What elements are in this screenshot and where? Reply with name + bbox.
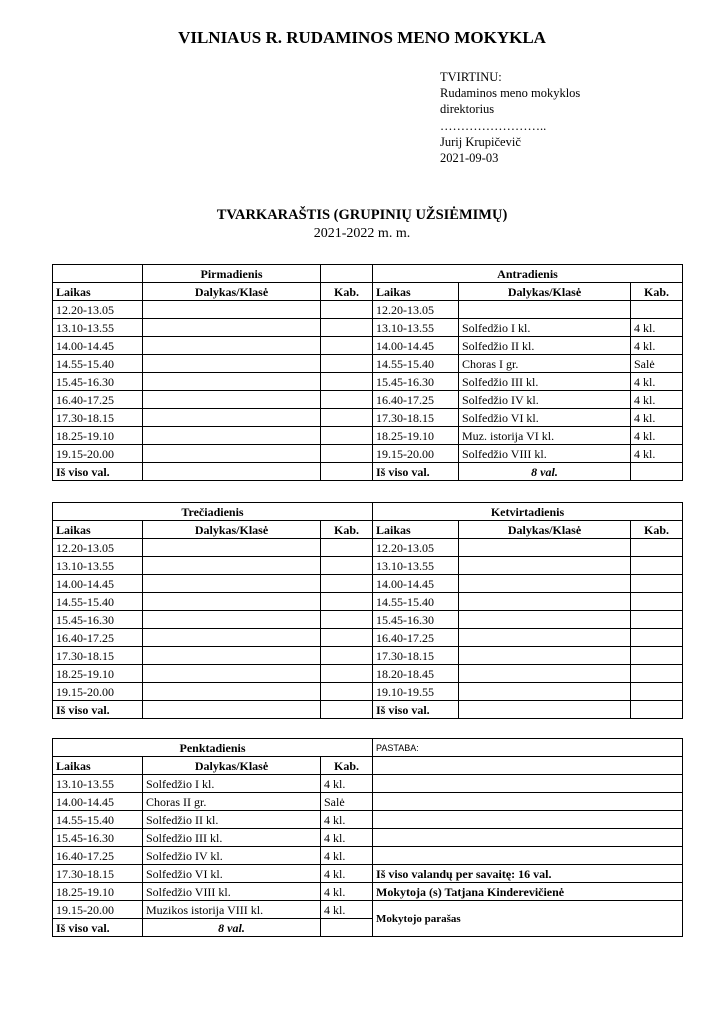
room-cell xyxy=(321,665,373,683)
time-cell: 18.25-19.10 xyxy=(53,665,143,683)
room-cell: 4 kl. xyxy=(321,883,373,901)
day-header-row xyxy=(53,503,683,521)
subject-cell: Solfedžio VIII kl. xyxy=(143,883,321,901)
room-cell xyxy=(631,683,683,701)
subject-cell xyxy=(143,683,321,701)
signature-label: Mokytojo parašas xyxy=(373,901,683,937)
blank-cell xyxy=(631,463,683,481)
table-row xyxy=(53,445,683,463)
room-cell xyxy=(631,593,683,611)
col-header-time: Laikas xyxy=(53,283,143,301)
school-name: VILNIAUS R. RUDAMINOS MENO MOKYKLA xyxy=(178,28,546,47)
time-cell: 13.10-13.55 xyxy=(373,319,459,337)
room-cell xyxy=(321,373,373,391)
subject-cell: Solfedžio II kl. xyxy=(459,337,631,355)
subject-cell xyxy=(459,665,631,683)
subject-cell xyxy=(143,337,321,355)
room-cell xyxy=(631,301,683,319)
approval-line: direktorius xyxy=(440,102,495,117)
room-cell: 4 kl. xyxy=(631,373,683,391)
subject-cell: Solfedžio II kl. xyxy=(143,811,321,829)
total-label: Iš viso val. xyxy=(373,463,459,481)
column-header-row xyxy=(53,283,683,301)
table-row xyxy=(53,373,683,391)
table-row xyxy=(53,575,683,593)
blank-cell xyxy=(53,265,143,283)
time-cell: 17.30-18.15 xyxy=(53,409,143,427)
approval-line: 2021-09-03 xyxy=(440,151,499,166)
col-header-subject: Dalykas/Klasė xyxy=(459,283,631,301)
room-cell xyxy=(321,355,373,373)
time-cell: 13.10-13.55 xyxy=(53,319,143,337)
table-row xyxy=(53,647,683,665)
subject-cell xyxy=(459,557,631,575)
time-cell: 12.20-13.05 xyxy=(373,301,459,319)
table-row xyxy=(53,811,683,829)
week-total: Iš viso valandų per savaitę: 16 val. xyxy=(373,865,683,883)
subject-cell xyxy=(459,539,631,557)
table-row xyxy=(53,319,683,337)
subject-cell xyxy=(459,301,631,319)
room-cell xyxy=(321,337,373,355)
table-row xyxy=(53,593,683,611)
time-cell: 13.10-13.55 xyxy=(53,557,143,575)
total-value xyxy=(143,701,321,719)
col-header-subject: Dalykas/Klasė xyxy=(459,521,631,539)
notes-cell xyxy=(373,829,683,847)
teacher-name: Mokytoja (s) Tatjana Kinderevičienė xyxy=(373,883,683,901)
table-row xyxy=(53,629,683,647)
subject-cell xyxy=(459,611,631,629)
time-cell: 13.10-13.55 xyxy=(373,557,459,575)
room-cell: 4 kl. xyxy=(321,847,373,865)
total-label: Iš viso val. xyxy=(53,463,143,481)
approval-block xyxy=(440,69,580,166)
time-cell: 15.45-16.30 xyxy=(373,611,459,629)
subject-cell xyxy=(143,373,321,391)
subject-cell: Muz. istorija VI kl. xyxy=(459,427,631,445)
room-cell xyxy=(321,593,373,611)
approval-line: …………………….. xyxy=(440,118,547,133)
subject-cell: Muzikos istorija VIII kl. xyxy=(143,901,321,919)
subject-cell: Solfedžio VIII kl. xyxy=(459,445,631,463)
col-header-room: Kab. xyxy=(321,283,373,301)
time-cell: 19.15-20.00 xyxy=(53,901,143,919)
schedule-table-mon-tue xyxy=(52,264,683,481)
room-cell xyxy=(631,575,683,593)
schedule-table-fri-notes xyxy=(52,738,683,937)
time-cell: 18.25-19.10 xyxy=(53,427,143,445)
col-header-subject: Dalykas/Klasė xyxy=(143,283,321,301)
time-cell: 14.00-14.45 xyxy=(373,337,459,355)
time-cell: 14.55-15.40 xyxy=(373,593,459,611)
table-row xyxy=(53,847,683,865)
room-cell xyxy=(631,557,683,575)
table-row xyxy=(53,865,683,883)
total-label: Iš viso val. xyxy=(373,701,459,719)
time-cell: 12.20-13.05 xyxy=(53,539,143,557)
blank-cell xyxy=(321,265,373,283)
subject-cell xyxy=(143,391,321,409)
notes-cell xyxy=(373,793,683,811)
subject-cell: Solfedžio I kl. xyxy=(143,775,321,793)
room-cell: 4 kl. xyxy=(321,775,373,793)
col-header-time: Laikas xyxy=(53,521,143,539)
time-cell: 15.45-16.30 xyxy=(53,829,143,847)
room-cell xyxy=(321,539,373,557)
subject-cell: Choras I gr. xyxy=(459,355,631,373)
room-cell xyxy=(321,629,373,647)
time-cell: 19.15-20.00 xyxy=(373,445,459,463)
day-header-row xyxy=(53,265,683,283)
blank-cell xyxy=(321,701,373,719)
subject-cell: Solfedžio III kl. xyxy=(459,373,631,391)
total-value xyxy=(143,463,321,481)
blank-cell xyxy=(321,919,373,937)
room-cell: 4 kl. xyxy=(321,865,373,883)
room-cell: 4 kl. xyxy=(631,427,683,445)
time-cell: 16.40-17.25 xyxy=(373,391,459,409)
room-cell: 4 kl. xyxy=(321,829,373,847)
subject-cell: Solfedžio I kl. xyxy=(459,319,631,337)
time-cell: 14.55-15.40 xyxy=(53,593,143,611)
time-cell: 12.20-13.05 xyxy=(53,301,143,319)
total-row xyxy=(53,463,683,481)
time-cell: 16.40-17.25 xyxy=(53,391,143,409)
approval-line: Rudaminos meno mokyklos xyxy=(440,86,581,101)
time-cell: 18.20-18.45 xyxy=(373,665,459,683)
time-cell: 14.55-15.40 xyxy=(53,355,143,373)
room-cell: 4 kl. xyxy=(631,337,683,355)
col-header-room: Kab. xyxy=(321,521,373,539)
subject-cell xyxy=(143,539,321,557)
time-cell: 18.25-19.10 xyxy=(373,427,459,445)
room-cell xyxy=(321,301,373,319)
table-row xyxy=(53,427,683,445)
col-header-time: Laikas xyxy=(373,521,459,539)
subject-cell xyxy=(143,575,321,593)
time-cell: 14.55-15.40 xyxy=(373,355,459,373)
subject-cell xyxy=(143,665,321,683)
total-row xyxy=(53,701,683,719)
subject-cell xyxy=(143,593,321,611)
subject-cell: Solfedžio III kl. xyxy=(143,829,321,847)
table-row xyxy=(53,391,683,409)
room-cell xyxy=(321,647,373,665)
notes-cell xyxy=(373,811,683,829)
approval-line: Jurij Krupičevič xyxy=(440,134,521,149)
table-row xyxy=(53,883,683,901)
room-cell xyxy=(321,575,373,593)
room-cell xyxy=(321,391,373,409)
subject-cell xyxy=(143,319,321,337)
table-row xyxy=(53,355,683,373)
col-header-subject: Dalykas/Klasė xyxy=(143,757,321,775)
subject-cell xyxy=(459,683,631,701)
room-cell xyxy=(631,647,683,665)
column-header-row xyxy=(53,757,683,775)
subject-cell xyxy=(143,629,321,647)
col-header-time: Laikas xyxy=(53,757,143,775)
total-value: 8 val. xyxy=(459,463,631,481)
subject-cell xyxy=(143,409,321,427)
schedule-title: TVARKARAŠTIS (GRUPINIŲ UŽSIĖMIMŲ) xyxy=(216,207,508,223)
table-row xyxy=(53,409,683,427)
subject-cell: Solfedžio VI kl. xyxy=(143,865,321,883)
subject-cell xyxy=(143,647,321,665)
time-cell: 15.45-16.30 xyxy=(53,611,143,629)
subject-cell xyxy=(459,593,631,611)
room-cell xyxy=(321,611,373,629)
time-cell: 14.00-14.45 xyxy=(53,337,143,355)
room-cell: 4 kl. xyxy=(631,319,683,337)
blank-cell xyxy=(321,463,373,481)
room-cell: 4 kl. xyxy=(631,409,683,427)
time-cell: 19.10-19.55 xyxy=(373,683,459,701)
day-name: Trečiadienis xyxy=(53,503,373,521)
day-name: Pirmadienis xyxy=(143,265,321,283)
table-row xyxy=(53,665,683,683)
time-cell: 14.00-14.45 xyxy=(53,575,143,593)
table-row xyxy=(53,337,683,355)
schedule-table-wed-thu xyxy=(52,502,683,719)
room-cell xyxy=(321,409,373,427)
subject-cell xyxy=(143,557,321,575)
table-row xyxy=(53,557,683,575)
subject-cell xyxy=(143,611,321,629)
table-row xyxy=(53,901,683,919)
room-cell: Salė xyxy=(321,793,373,811)
time-cell: 17.30-18.15 xyxy=(373,409,459,427)
room-cell xyxy=(321,319,373,337)
subject-cell xyxy=(143,445,321,463)
school-year: 2021-2022 m. m. xyxy=(313,226,411,241)
time-cell: 14.00-14.45 xyxy=(373,575,459,593)
day-header-row xyxy=(53,739,683,757)
subject-cell xyxy=(459,575,631,593)
room-cell xyxy=(631,539,683,557)
time-cell: 12.20-13.05 xyxy=(373,539,459,557)
time-cell: 17.30-18.15 xyxy=(53,647,143,665)
room-cell xyxy=(321,557,373,575)
time-cell: 16.40-17.25 xyxy=(53,847,143,865)
room-cell xyxy=(321,683,373,701)
subject-cell xyxy=(459,647,631,665)
room-cell xyxy=(631,629,683,647)
table-row xyxy=(53,775,683,793)
subject-cell xyxy=(143,427,321,445)
room-cell xyxy=(321,445,373,463)
col-header-room: Kab. xyxy=(321,757,373,775)
room-cell xyxy=(631,665,683,683)
time-cell: 19.15-20.00 xyxy=(53,683,143,701)
room-cell: 4 kl. xyxy=(321,901,373,919)
time-cell: 19.15-20.00 xyxy=(53,445,143,463)
notes-cell xyxy=(373,775,683,793)
col-header-subject: Dalykas/Klasė xyxy=(143,521,321,539)
room-cell: 4 kl. xyxy=(631,391,683,409)
total-label: Iš viso val. xyxy=(53,919,143,937)
table-row xyxy=(53,793,683,811)
time-cell: 16.40-17.25 xyxy=(373,629,459,647)
room-cell: 4 kl. xyxy=(631,445,683,463)
table-row xyxy=(53,539,683,557)
notes-cell xyxy=(373,847,683,865)
total-label: Iš viso val. xyxy=(53,701,143,719)
subject-cell xyxy=(143,301,321,319)
time-cell: 15.45-16.30 xyxy=(53,373,143,391)
column-header-row xyxy=(53,521,683,539)
blank-cell xyxy=(631,701,683,719)
notes-label: PASTABA: xyxy=(373,739,683,757)
col-header-time: Laikas xyxy=(373,283,459,301)
approval-line: TVIRTINU: xyxy=(440,70,502,84)
subject-cell xyxy=(143,355,321,373)
room-cell xyxy=(321,427,373,445)
time-cell: 13.10-13.55 xyxy=(53,775,143,793)
table-row xyxy=(53,829,683,847)
subject-cell: Choras II gr. xyxy=(143,793,321,811)
subject-cell: Solfedžio IV kl. xyxy=(143,847,321,865)
time-cell: 14.00-14.45 xyxy=(53,793,143,811)
table-row xyxy=(53,611,683,629)
time-cell: 15.45-16.30 xyxy=(373,373,459,391)
col-header-room: Kab. xyxy=(631,521,683,539)
notes-cell xyxy=(373,757,683,775)
room-cell xyxy=(631,611,683,629)
time-cell: 18.25-19.10 xyxy=(53,883,143,901)
day-name: Antradienis xyxy=(373,265,683,283)
table-row xyxy=(53,683,683,701)
subject-cell xyxy=(459,629,631,647)
day-name: Penktadienis xyxy=(53,739,373,757)
table-row xyxy=(53,301,683,319)
subject-cell: Solfedžio VI kl. xyxy=(459,409,631,427)
time-cell: 17.30-18.15 xyxy=(53,865,143,883)
subject-cell: Solfedžio IV kl. xyxy=(459,391,631,409)
day-name: Ketvirtadienis xyxy=(373,503,683,521)
time-cell: 16.40-17.25 xyxy=(53,629,143,647)
room-cell: 4 kl. xyxy=(321,811,373,829)
time-cell: 17.30-18.15 xyxy=(373,647,459,665)
time-cell: 14.55-15.40 xyxy=(53,811,143,829)
total-value: 8 val. xyxy=(143,919,321,937)
total-value xyxy=(459,701,631,719)
col-header-room: Kab. xyxy=(631,283,683,301)
room-cell: Salė xyxy=(631,355,683,373)
